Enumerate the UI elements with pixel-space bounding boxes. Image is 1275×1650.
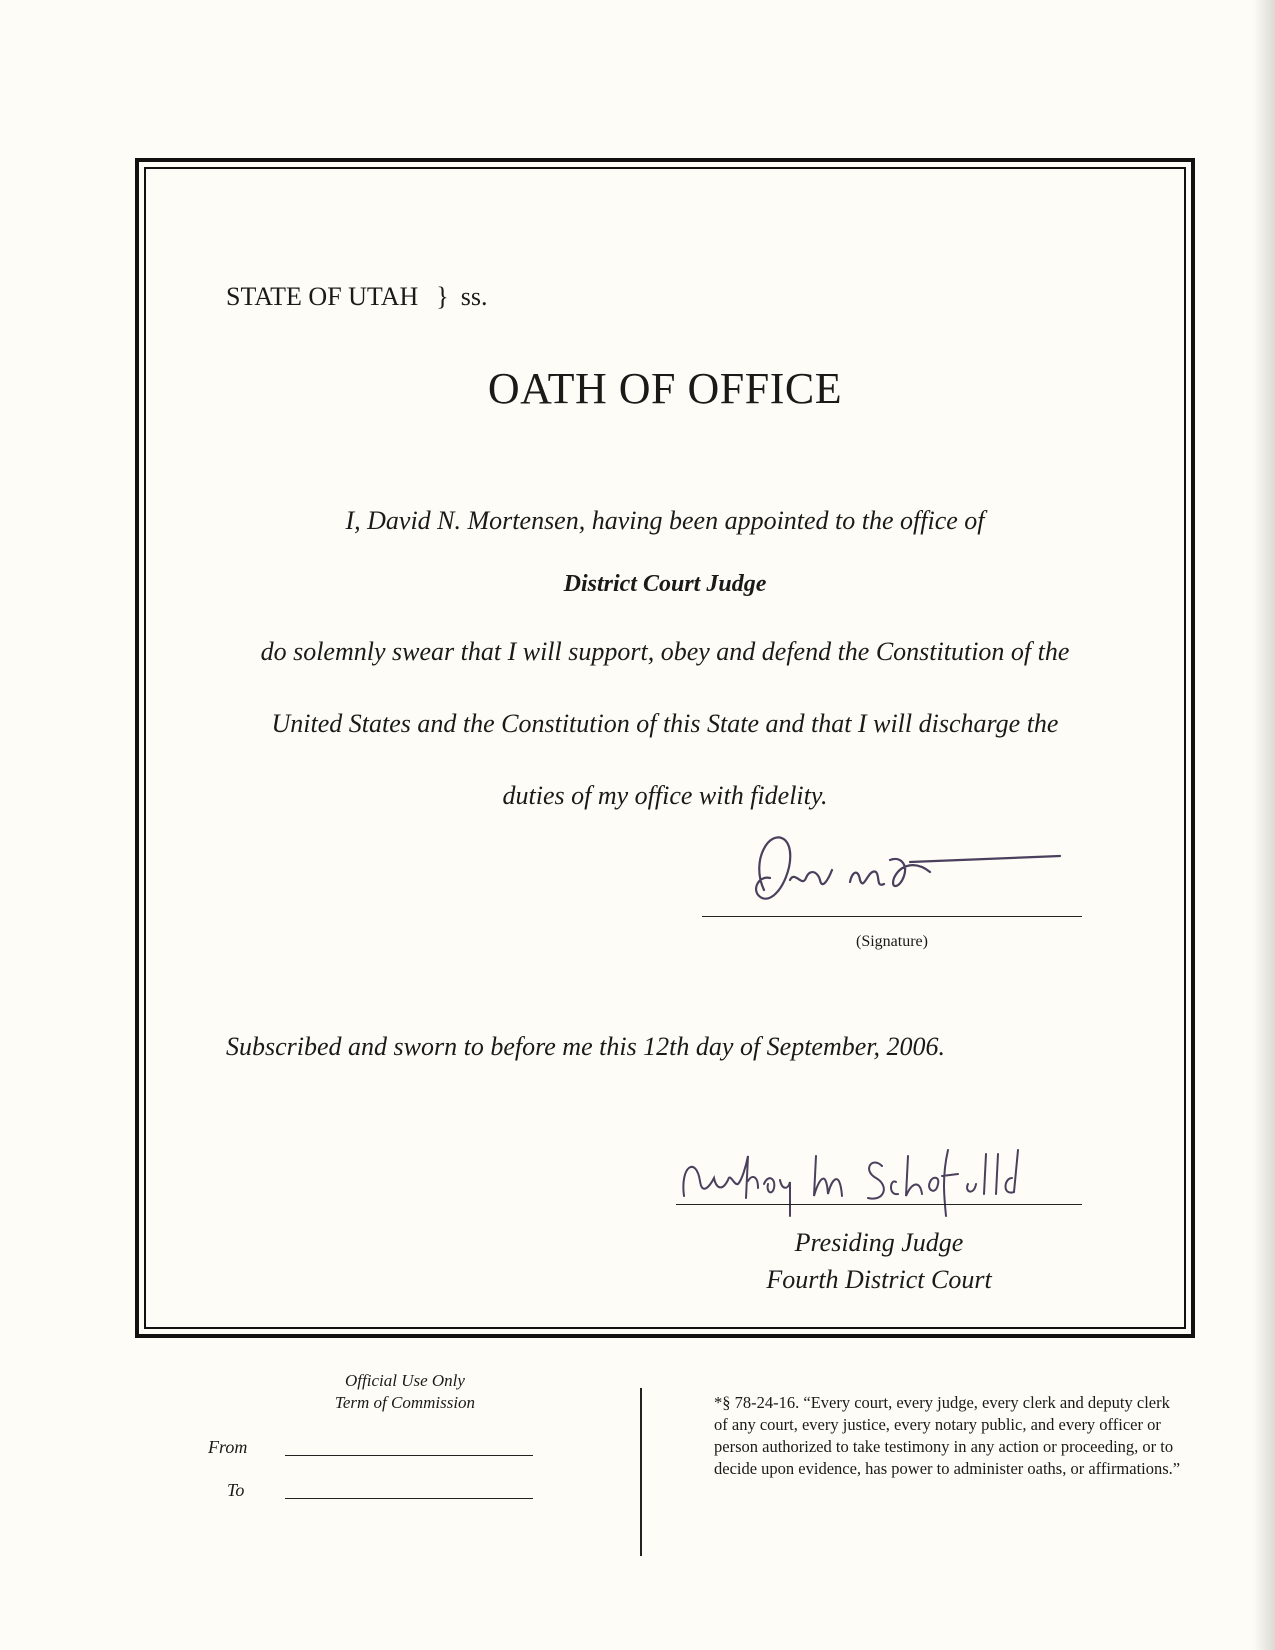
presiding-signature-line bbox=[676, 1204, 1082, 1205]
footer-divider bbox=[640, 1388, 642, 1556]
presiding-judge-title: Presiding Judge bbox=[794, 1228, 964, 1257]
signature-label: (Signature) bbox=[856, 933, 928, 950]
subscribed-statement: Subscribed and sworn to before me this 12th day of September, 2006. bbox=[226, 1032, 946, 1061]
oath-line-4: duties of my office with fidelity. bbox=[502, 781, 828, 810]
term-of-commission-label: Term of Commission bbox=[334, 1393, 476, 1412]
oath-line-2: do solemnly swear that I will support, obey and defend the Constitution of the bbox=[260, 637, 1070, 666]
brace: } bbox=[436, 282, 449, 311]
court-name: Fourth District Court bbox=[766, 1265, 992, 1294]
to-label: To bbox=[227, 1480, 245, 1500]
signature-line bbox=[702, 916, 1082, 917]
state-name: STATE OF UTAH bbox=[226, 282, 419, 311]
statute-footnote: *§ 78-24-16. “Every court, every judge, every clerk and deputy clerk of any court, every justice, every notary public, and every officer or person authorized to take testimony in any action or proceeding, or to decide upon evidence, has power to administer oaths, or affirmations.” bbox=[714, 1393, 1181, 1478]
presiding-judge-signature-image bbox=[676, 1126, 1086, 1226]
official-use-block bbox=[280, 1370, 530, 1414]
office-name: District Court Judge bbox=[563, 571, 767, 597]
oath-signature-image bbox=[740, 820, 1080, 920]
to-field-line bbox=[285, 1498, 533, 1499]
from-field-line bbox=[285, 1455, 533, 1456]
ss-abbrev: ss. bbox=[460, 282, 488, 311]
state-header bbox=[226, 282, 488, 312]
document-title: OATH OF OFFICE bbox=[487, 364, 843, 413]
oath-line-3: United States and the Constitution of this State and that I will discharge the bbox=[271, 709, 1059, 738]
page-edge-shadow bbox=[1253, 0, 1275, 1650]
from-label: From bbox=[208, 1437, 248, 1457]
oath-line-1: I, David N. Mortensen, having been appointed to the office of bbox=[345, 506, 985, 535]
official-use-label: Official Use Only bbox=[345, 1371, 465, 1390]
